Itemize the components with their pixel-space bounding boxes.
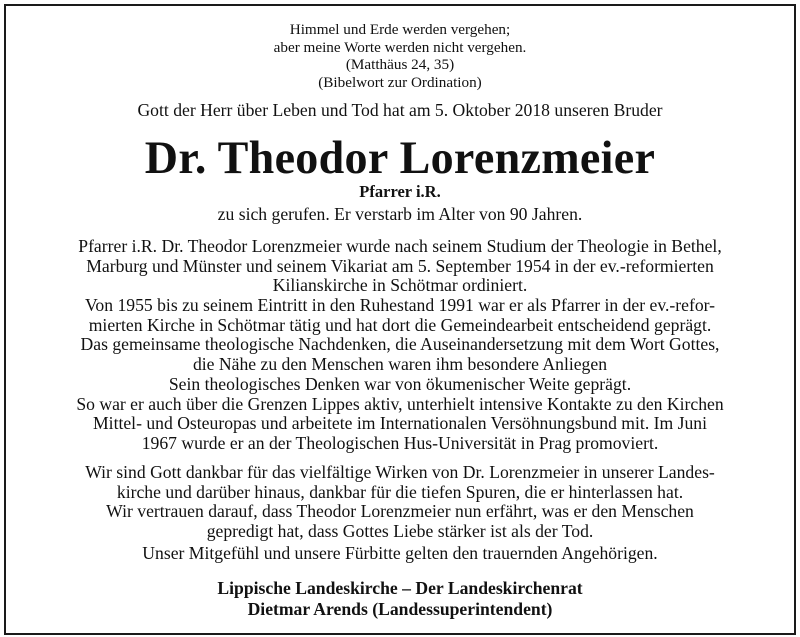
paragraph-ministry: [4, 296, 796, 374]
paragraph-line: Unser Mitgefühl und unsere Fürbitte gelten den trauernden Angehörigen.: [142, 543, 658, 563]
paragraph-line: kirche und darüber hinaus, dankbar für die tiefen Spuren, die er hinterlassen hat.: [116, 481, 684, 502]
deceased-title: Pfarrer i.R.: [359, 182, 441, 201]
paragraph-line: Sein theologisches Denken war von ökumenischer Weite geprägt.: [168, 374, 632, 394]
paragraph-line: Wir vertrauen darauf, dass Theodor Lorenzmeier nun erfährt, was er den Menschen: [106, 501, 694, 522]
signature-block: [4, 578, 796, 619]
verse-line: Himmel und Erde werden vergehen;: [289, 21, 511, 38]
paragraph-ordination: [4, 237, 796, 296]
paragraph-line: Pfarrer i.R. Dr. Theodor Lorenzmeier wurde nach seinem Studium der Theologie in Bethel,: [78, 236, 722, 256]
paragraph-ecumenism: [4, 375, 796, 453]
paragraph-death: [4, 205, 796, 225]
bible-verse: [4, 21, 796, 91]
paragraph-line: gepredigt hat, dass Gottes Liebe stärker ist als der Tod.: [206, 520, 594, 541]
verse-note: (Bibelwort zur Ordination): [318, 73, 482, 91]
deceased-name: Dr. Theodor Lorenzmeier: [144, 132, 656, 183]
verse-line: aber meine Worte werden nicht vergehen.: [273, 38, 527, 56]
paragraph-line: die Nähe zu den Menschen waren ihm besondere Anliegen: [192, 353, 608, 374]
signature-person: Dietmar Arends (Landessuperintendent): [247, 598, 553, 619]
paragraph-line: Das gemeinsame theologische Nachdenken, die Auseinandersetzung mit dem Wort Gottes,: [80, 334, 720, 355]
paragraph-line: Mittel- und Osteuropas und arbeitete im Internationalen Versöhnungsbund mit. Im Juni: [93, 413, 707, 434]
obituary-notice: [4, 4, 796, 633]
intro-line: Gott der Herr über Leben und Tod hat am 5. Oktober 2018 unseren Bruder: [137, 100, 663, 120]
paragraph-line: So war er auch über die Grenzen Lippes aktiv, unterhielt intensive Kontakte zu den Kirchen: [76, 393, 724, 414]
paragraph-line: Marburg und Münster und seinem Vikariat am 5. September 1954 in der ev.-reformierten: [86, 255, 714, 276]
paragraph-line: Kilianskirche in Schötmar ordiniert.: [272, 275, 528, 296]
paragraph-line: 1967 wurde er an der Theologischen Hus-Universität in Prag promoviert.: [141, 432, 659, 453]
verse-reference: (Matthäus 24, 35): [345, 56, 455, 73]
paragraph-line: Wir sind Gott dankbar für das vielfältige Wirken von Dr. Lorenzmeier in unserer Landes-: [85, 462, 715, 482]
signature-organization: Lippische Landeskirche – Der Landeskirchenrat: [217, 578, 583, 598]
paragraph-gratitude: [4, 463, 796, 541]
paragraph-condolence: [4, 544, 796, 564]
paragraph-line: zu sich gerufen. Er verstarb im Alter von 90 Jahren.: [217, 204, 583, 224]
paragraph-line: mierten Kirche in Schötmar tätig und hat dort die Gemeindearbeit entscheidend geprägt.: [88, 314, 712, 335]
paragraph-line: Von 1955 bis zu seinem Eintritt in den Ruhestand 1991 war er als Pfarrer in der ev.-refor-: [84, 295, 716, 315]
